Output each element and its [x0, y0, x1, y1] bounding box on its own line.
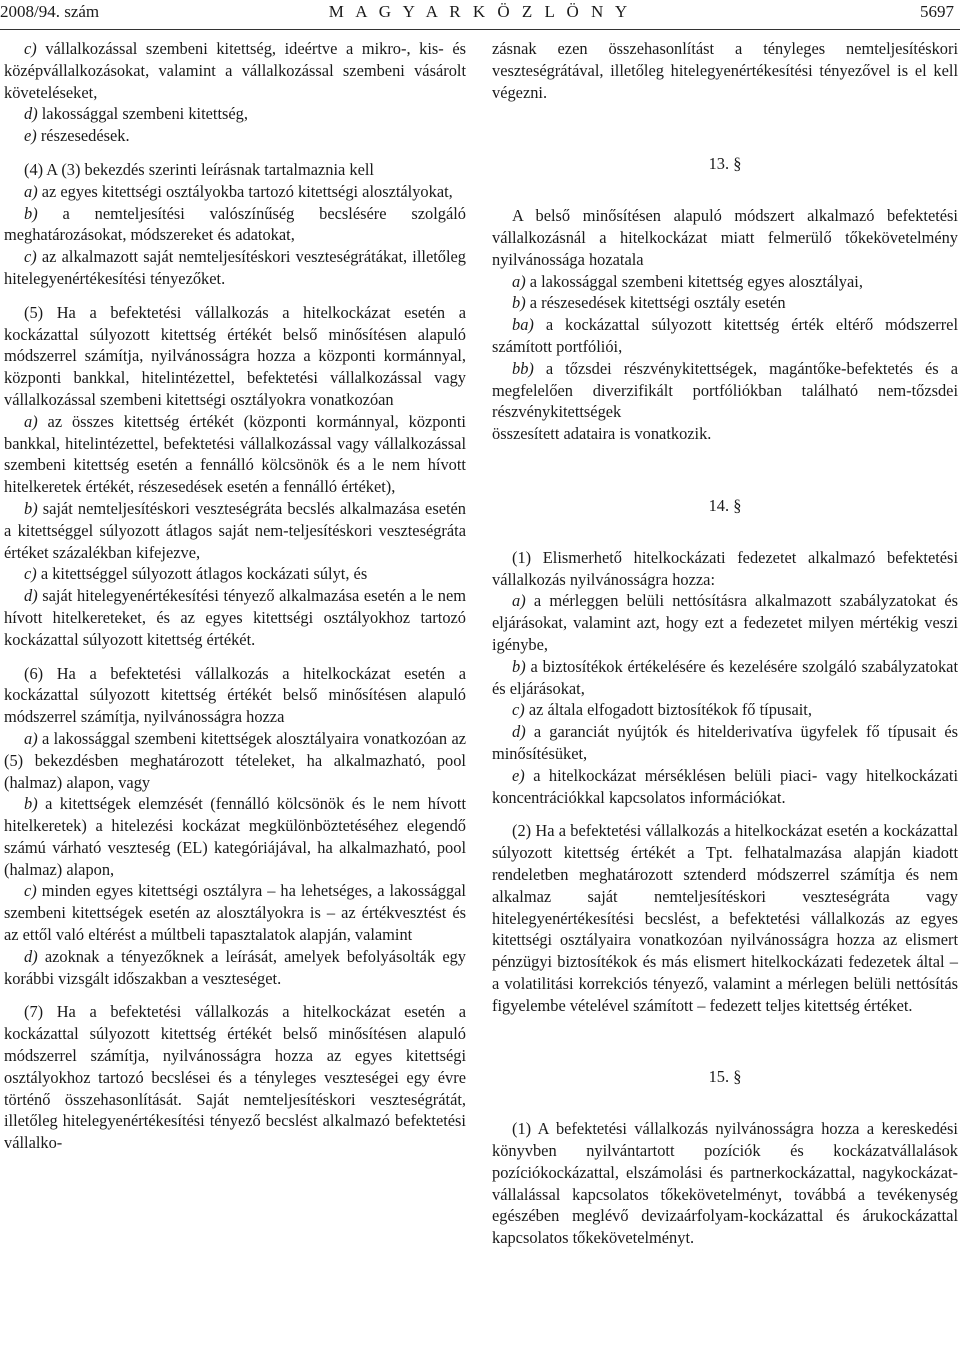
paragraph-text: a tőzsdei részvénykitettségek, magántőke-befektetés és a megfelelően diverzifikált portfóliókban található nem-tőzsdei részvénykitettségek — [492, 358, 958, 422]
list-marker: b) — [512, 656, 526, 676]
issue-number: 2008/94. szám — [0, 2, 100, 21]
paragraph-text: (6) Ha a befektetési vállalkozás a hitelkockázat esetén a kockázattal súlyozott kitettség értékét belső minősítésen alapuló módszerrel számítja, nyilvánosságra hozza — [4, 663, 466, 727]
paragraph — [4, 585, 466, 650]
paragraph — [4, 411, 466, 498]
right-column — [492, 38, 958, 1249]
paragraph-text: a kitettségek elemzését (fennálló kölcsönök és le nem hívott hitelkeretek) a hitelezési kockázat megkülönböztetéséhez elegendő számú várható veszteség (EL) kategóriájával, ha alkalmazható, pool (halmaz) alapon, — [4, 794, 466, 879]
paragraph-text: (7) Ha a befektetési vállalkozás a hitelkockázat esetén a kockázattal súlyozott kitettség értékét belső minősítésen alapuló módszerrel számítja, nyilvánosságra hozza az egyes kitettségi osztályokhoz tartozó becslései és a tényleges veszteségei egy évre történő összehasonlítását. Saját nemteljesítéskori veszteségrátát, illetőleg hitelegyenértékesítési tényező becslést alkalmazó befektetési vállalko- — [4, 1002, 466, 1153]
paragraph — [492, 205, 958, 270]
section-heading: 14. § — [708, 495, 742, 515]
paragraph — [4, 203, 466, 247]
paragraph — [4, 880, 466, 945]
page-header — [0, 0, 960, 30]
list-marker: e) — [512, 765, 525, 785]
list-marker: ba) — [512, 315, 534, 335]
paragraph-text: a nemteljesítési valószínűség becslésére szolgáló meghatározásokat, módszereket és adatokat, — [4, 203, 466, 245]
paragraph — [492, 820, 958, 1016]
paragraph — [492, 547, 958, 591]
list-marker: c) — [24, 564, 37, 584]
paragraph — [492, 721, 958, 765]
paragraph — [4, 302, 466, 411]
section-heading: 15. § — [708, 1067, 742, 1087]
paragraph-text: a lakossággal szembeni kitettségek alosztályaira vonatkozóan az (5) bekezdésben meghatározott tételeket, ha alkalmazható, pool (halmaz) alapon, vagy — [4, 728, 466, 792]
paragraph-text: a garanciát nyújtók és hitelderivatíva ügyfelek fő típusait és minősítésüket, — [492, 722, 958, 763]
paragraph-text: a lakossággal szembeni kitettség egyes alosztályai, — [525, 271, 863, 291]
paragraph-text: a kockázattal súlyozott kitettség érték eltérő módszerrel számított portfóliói, — [492, 315, 958, 356]
paragraph — [4, 38, 466, 103]
paragraph — [4, 103, 466, 125]
publication-title: M A G Y A R K Ö Z L Ö N Y — [328, 2, 632, 21]
paragraph-text: (1) A befektetési vállalkozás nyilvánosságra hozza a kereskedési könyvben nyilvántartott pozíciók és kockázatvállalások pozíciókockázattal, elszámolási és partnerkockázattal, nagykockázat-vállalással kapcsolatos tőkekövetelményt, továbbá a tevékenység egészében meglévő devizaárfolyam-kockázattal és árukockázattal kapcsolatos tőkekövetelményt. — [492, 1119, 958, 1248]
paragraph — [4, 563, 466, 585]
paragraph-text: a részesedések kitettségi osztály esetén — [525, 293, 786, 313]
paragraph — [492, 590, 958, 655]
list-marker: c) — [512, 700, 525, 720]
paragraph-text: a biztosítékok értékelésére és kezelésére szolgáló szabályzatokat és eljárásokat, — [492, 656, 958, 698]
paragraph-text: saját hitelegyenértékesítési tényező alkalmazása esetén a le nem hívott hitelkereteket, és az egyes kitettségi osztályokhoz tartozó kockázattal súlyozott kitettség értékét. — [4, 586, 466, 649]
paragraph — [4, 663, 466, 728]
paragraph — [492, 699, 958, 721]
paragraph — [4, 793, 466, 880]
page-number: 5697 — [920, 2, 954, 21]
section-heading: 13. § — [708, 154, 742, 174]
paragraph-text: az alkalmazott saját nemteljesítéskori veszteségrátákat, illetőleg hitelegyenértékesítési tényezőket. — [4, 247, 466, 288]
paragraph-text: (2) Ha a befektetési vállalkozás a hitelkockázat esetén a kockázattal súlyozott kitettség értékét a Tpt. felhatalmazása alapján kiadott rendeletben meghatározott sztenderd módszerrel számítja és nem alkalmaz saját nemteljesítéskori veszteségráta vagy hitelegyenértékesítési becslést, a befektetési vállalkozás az egyes kitettségi osztályaira vonatkozóan nyilvánosságra hozza az elismert pénzügyi biztosítékok és más elismert hitelkockázati fedezetek által – a volatilitási korrekciós tényező, valamint a mérlegen belüli nettósítás figyelembe vételével számított – fedezett teljes kitettség értéket. — [492, 821, 958, 1015]
paragraph — [4, 181, 466, 203]
list-marker: a) — [512, 591, 526, 611]
header-rule — [0, 29, 960, 30]
paragraph — [492, 656, 958, 700]
paragraph-text: zásnak ezen összehasonlítást a tényleges nemteljesítéskori veszteségrátával, illetőleg hitelegyenértékesítési tényezővel is el kell végezni. — [492, 39, 958, 102]
list-marker: b) — [24, 794, 38, 814]
paragraph-text: az egyes kitettségi osztályokba tartozó kitettségi alosztályokat, — [37, 181, 453, 201]
list-marker: a) — [24, 181, 38, 201]
paragraph — [492, 271, 958, 293]
paragraph-text: saját nemteljesítéskori veszteségráta becslés alkalmazása esetén a kitettséggel súlyozott átlagos saját nem-teljesítéskori veszteségráta értéket százalékban kifejezve, — [4, 498, 466, 562]
paragraph — [4, 728, 466, 793]
paragraph-text: (5) Ha a befektetési vállalkozás a hitelkockázat esetén a kockázattal súlyozott kitettség értékét belső minősítésen alapuló módszerrel számítja, nyilvánosságra hozza a központi kormánnyal, központi bankkal, hitelintézettel, befektetési vállalkozással vagy vállalkozással szembeni kitettségi osztályokra vonatkozóan — [4, 302, 466, 409]
list-marker: d) — [512, 722, 526, 742]
left-column — [4, 38, 466, 1154]
list-marker: a) — [512, 271, 526, 291]
list-marker: a) — [24, 411, 38, 431]
paragraph-text: azoknak a tényezőknek a leírását, amelyek befolyásolták egy korábbi vizsgált időszakban a veszteséget. — [4, 946, 466, 988]
list-marker: c) — [24, 881, 37, 901]
paragraph-text: (4) A (3) bekezdés szerinti leírásnak tartalmaznia kell — [24, 159, 374, 179]
paragraph-text: (1) Elismerhető hitelkockázati fedezetet alkalmazó befektetési vállalkozás nyilvánosságra hozza: — [492, 547, 958, 589]
paragraph — [4, 498, 466, 563]
list-marker: d) — [24, 946, 38, 966]
paragraph-text: az általa elfogadott biztosítékok fő típusait, — [524, 700, 812, 720]
paragraph-text: a mérleggen belüli nettósításra alkalmazott szabályzatokat és eljárásokat, valamint azt, hogy ezt a fedezetet milyen mértékig veszi igénybe, — [492, 591, 958, 654]
paragraph-text: az összes kitettség értékét (központi kormánnyal, központi bankkal, hitelintézettel, befektetési vállalkozással vagy vállalkozással szembeni kitettség esetén a fennálló kölcsönök és a le nem hívott hitelkeretek értékét, részesedések esetén a fennálló értéket), — [4, 411, 466, 497]
paragraph — [4, 159, 466, 181]
paragraph — [4, 246, 466, 290]
paragraph-text: a kitettséggel súlyozott átlagos kockázati súlyt, és — [36, 564, 368, 584]
list-marker: d) — [24, 104, 38, 124]
paragraph-text: a hitelkockázat mérséklésen belüli piaci- vagy hitelkockázati koncentrációkkal kapcsolatos információkat. — [492, 765, 958, 807]
paragraph — [4, 946, 466, 990]
paragraph-text: A belső minősítésen alapuló módszert alkalmazó befektetési vállalkozásnál a hitelkockázat miatt felmerülő tőkekövetelmény nyilvánossága hozatala — [492, 206, 958, 269]
paragraph-text: vállalkozással szembeni kitettség, ideértve a mikro-, kis- és középvállalkozásokat, valamint a vállalkozással szembeni vásárolt követeléseket, — [4, 39, 466, 102]
paragraph — [492, 765, 958, 809]
paragraph — [492, 38, 958, 103]
paragraph — [492, 292, 958, 314]
paragraph — [4, 125, 466, 147]
list-marker: b) — [24, 498, 38, 518]
paragraph — [492, 423, 958, 445]
list-marker: bb) — [512, 358, 534, 378]
paragraph — [4, 1001, 466, 1154]
paragraph — [492, 358, 958, 423]
paragraph-text: összesített adataira is vonatkozik. — [492, 424, 712, 444]
list-marker: e) — [24, 126, 37, 146]
list-marker: b) — [512, 293, 526, 313]
paragraph — [492, 1118, 958, 1249]
paragraph-text: részesedések. — [36, 126, 130, 146]
paragraph-text: lakossággal szembeni kitettség, — [37, 104, 248, 124]
list-marker: d) — [24, 586, 38, 606]
list-marker: b) — [24, 203, 38, 223]
list-marker: c) — [24, 39, 37, 58]
paragraph — [492, 314, 958, 358]
list-marker: a) — [24, 728, 38, 748]
list-marker: c) — [24, 247, 37, 267]
paragraph-text: minden egyes kitettségi osztályra – ha lehetséges, a lakossággal szembeni kitettségek esetén az alosztályokra is – az értékvesztést és az ettől való eltérést a múltbeli tapasztalatok alapján, valamint — [4, 881, 466, 945]
